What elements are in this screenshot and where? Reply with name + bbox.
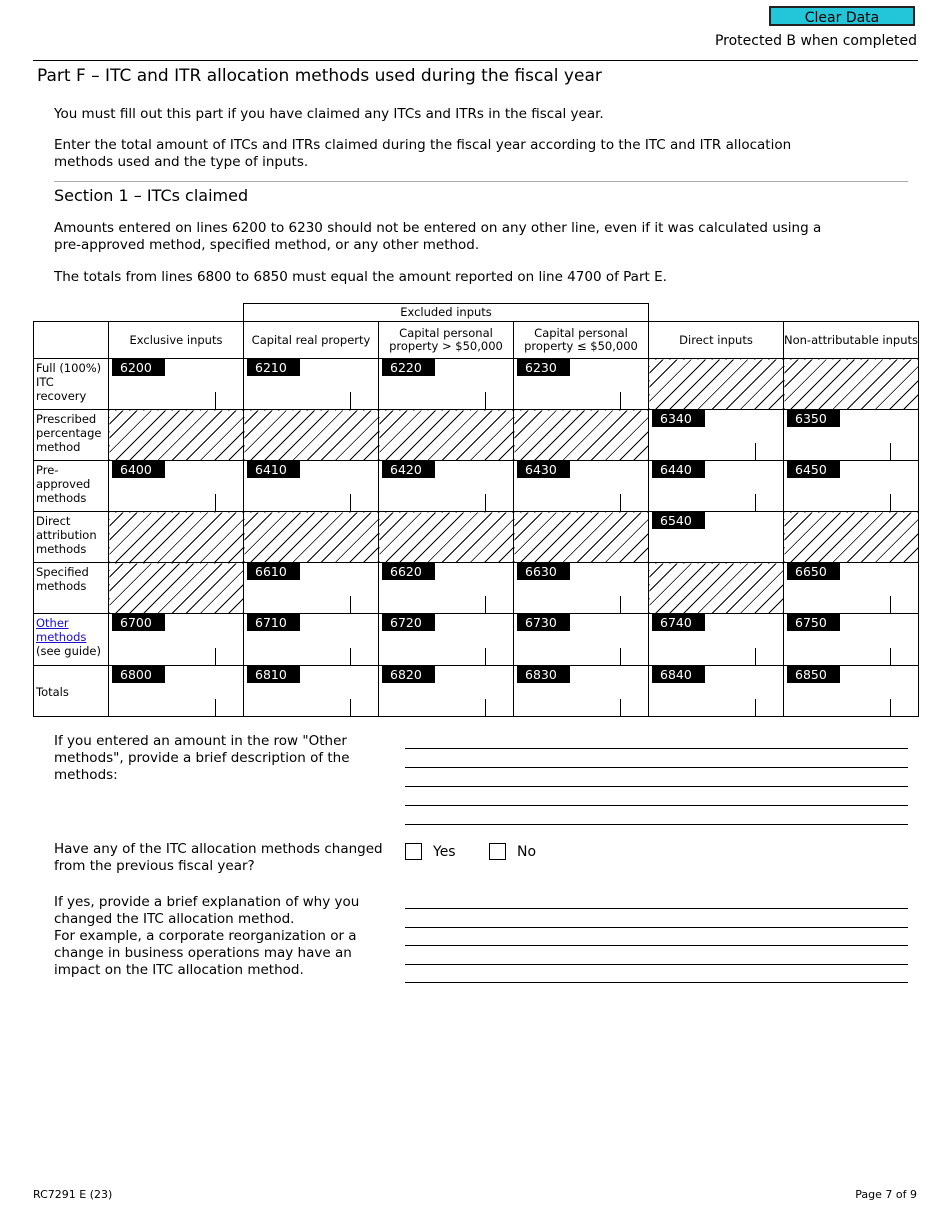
line-6340-cell bbox=[649, 410, 784, 461]
line-code-label: 6610 bbox=[247, 563, 300, 580]
cents-divider bbox=[890, 699, 891, 716]
hatched-cell bbox=[514, 410, 649, 461]
section-divider bbox=[54, 181, 908, 182]
line-6220-cell bbox=[379, 359, 514, 410]
row-label-text: Prescribed percentage method bbox=[36, 412, 102, 454]
explanation-question bbox=[54, 894, 359, 979]
cents-divider bbox=[620, 648, 621, 665]
line-6450-cell bbox=[784, 461, 919, 512]
line-6350-amount-input[interactable] bbox=[784, 427, 918, 460]
line-6710-amount-input[interactable] bbox=[244, 631, 378, 665]
line-6850-amount-input[interactable] bbox=[784, 683, 918, 716]
clear-data-button[interactable]: Clear Data bbox=[769, 6, 915, 26]
line-code-label: 6710 bbox=[247, 614, 300, 631]
hatched-cell bbox=[784, 359, 919, 410]
line-6210-amount-input[interactable] bbox=[244, 376, 378, 409]
line-code-label: 6720 bbox=[382, 614, 435, 631]
line-6210-cell bbox=[244, 359, 379, 410]
explanation-line[interactable] bbox=[405, 982, 908, 983]
section-title: Section 1 – ITCs claimed bbox=[54, 186, 249, 205]
q3-line5: impact on the ITC allocation method. bbox=[54, 962, 304, 978]
line-6410-amount-input[interactable] bbox=[244, 478, 378, 511]
yes-label: Yes bbox=[433, 844, 456, 860]
col-header-capital-personal-under-50000 bbox=[514, 322, 649, 359]
description-line[interactable] bbox=[405, 786, 908, 787]
line-6700-amount-input[interactable] bbox=[109, 631, 243, 665]
line-6440-amount-input[interactable] bbox=[649, 478, 783, 511]
hatched-cell bbox=[379, 512, 514, 563]
line-6720-cell bbox=[379, 614, 514, 666]
no-checkbox[interactable] bbox=[489, 843, 506, 860]
itc-table bbox=[33, 303, 919, 717]
row-label bbox=[34, 410, 109, 461]
q1-line3: methods: bbox=[54, 767, 118, 783]
cents-divider bbox=[485, 648, 486, 665]
line-6620-cell bbox=[379, 563, 514, 614]
intro-text-2-line2: methods used and the type of inputs. bbox=[54, 154, 309, 170]
col-header-capital-personal-over-50000 bbox=[379, 322, 514, 359]
line-code-label: 6740 bbox=[652, 614, 705, 631]
col-header-non-attributable-inputs: Non-attributable inputs bbox=[784, 322, 919, 359]
part-title: Part F – ITC and ITR allocation methods used during the fiscal year bbox=[37, 66, 602, 86]
header-blank bbox=[34, 322, 109, 359]
description-line[interactable] bbox=[405, 824, 908, 825]
cents-divider bbox=[755, 494, 756, 511]
row-label bbox=[34, 512, 109, 563]
line-6750-amount-input[interactable] bbox=[784, 631, 918, 665]
line-code-label: 6630 bbox=[517, 563, 570, 580]
line-6430-cell bbox=[514, 461, 649, 512]
line-code-label: 6350 bbox=[787, 410, 840, 427]
line-6230-amount-input[interactable] bbox=[514, 376, 648, 409]
cents-divider bbox=[890, 443, 891, 460]
q3-line2: changed the ITC allocation method. bbox=[54, 911, 295, 927]
row-label-text: Specified methods bbox=[36, 565, 89, 593]
see-guide-text: (see guide) bbox=[36, 644, 101, 658]
line-6700-cell bbox=[109, 614, 244, 666]
line-6810-amount-input[interactable] bbox=[244, 683, 378, 716]
line-6650-cell bbox=[784, 563, 919, 614]
empty-corner bbox=[784, 304, 919, 322]
row-pre-approved-methods bbox=[34, 461, 919, 512]
line-6840-amount-input[interactable] bbox=[649, 683, 783, 716]
empty-corner bbox=[109, 304, 244, 322]
cents-divider bbox=[755, 648, 756, 665]
line-6800-cell bbox=[109, 666, 244, 717]
row-direct-attribution-methods bbox=[34, 512, 919, 563]
line-code-label: 6410 bbox=[247, 461, 300, 478]
top-divider bbox=[33, 60, 918, 61]
col4-line2: property ≤ $50,000 bbox=[524, 339, 638, 353]
row-label bbox=[34, 666, 109, 717]
line-code-label: 6420 bbox=[382, 461, 435, 478]
line-6800-amount-input[interactable] bbox=[109, 683, 243, 716]
line-code-label: 6450 bbox=[787, 461, 840, 478]
line-code-label: 6820 bbox=[382, 666, 435, 683]
other-methods-link[interactable]: Other methods bbox=[36, 616, 87, 644]
cents-divider bbox=[620, 392, 621, 409]
intro-text-2-line1: Enter the total amount of ITCs and ITRs claimed during the fiscal year according to the ITC and ITR allocation bbox=[54, 137, 792, 153]
cents-divider bbox=[350, 699, 351, 716]
row-label bbox=[34, 563, 109, 614]
line-6610-cell bbox=[244, 563, 379, 614]
col3-line2: property > $50,000 bbox=[389, 339, 503, 353]
section-note-1-line1: Amounts entered on lines 6200 to 6230 should not be entered on any other line, even if it was calculated using a bbox=[54, 220, 822, 236]
line-6750-cell bbox=[784, 614, 919, 666]
line-6430-amount-input[interactable] bbox=[514, 478, 648, 511]
line-6450-amount-input[interactable] bbox=[784, 478, 918, 511]
intro-text-2 bbox=[54, 137, 791, 171]
cents-divider bbox=[620, 699, 621, 716]
line-code-label: 6800 bbox=[112, 666, 165, 683]
cents-divider bbox=[350, 392, 351, 409]
line-6540-cell bbox=[649, 512, 784, 563]
cents-divider bbox=[755, 443, 756, 460]
cents-divider bbox=[890, 494, 891, 511]
cents-divider bbox=[485, 494, 486, 511]
line-6220-amount-input[interactable] bbox=[379, 376, 513, 409]
cents-divider bbox=[215, 392, 216, 409]
line-6440-cell bbox=[649, 461, 784, 512]
line-code-label: 6810 bbox=[247, 666, 300, 683]
cents-divider bbox=[890, 648, 891, 665]
line-code-label: 6220 bbox=[382, 359, 435, 376]
hatched-cell bbox=[379, 410, 514, 461]
explanation-line[interactable] bbox=[405, 927, 908, 928]
line-code-label: 6440 bbox=[652, 461, 705, 478]
line-6230-cell bbox=[514, 359, 649, 410]
col-header-capital-real-property: Capital real property bbox=[244, 322, 379, 359]
explanation-line[interactable] bbox=[405, 964, 908, 965]
line-6410-cell bbox=[244, 461, 379, 512]
form-id: RC7291 E (23) bbox=[33, 1188, 113, 1201]
cents-divider bbox=[350, 596, 351, 613]
line-code-label: 6540 bbox=[652, 512, 705, 529]
row-other-methods bbox=[34, 614, 919, 666]
line-code-label: 6650 bbox=[787, 563, 840, 580]
cents-divider bbox=[485, 392, 486, 409]
q3-line3: For example, a corporate reorganization or a bbox=[54, 928, 357, 944]
line-6610-amount-input[interactable] bbox=[244, 580, 378, 613]
q2-line1: Have any of the ITC allocation methods changed bbox=[54, 841, 383, 857]
line-code-label: 6200 bbox=[112, 359, 165, 376]
hatched-cell bbox=[649, 563, 784, 614]
cents-divider bbox=[755, 699, 756, 716]
excluded-inputs-header: Excluded inputs bbox=[244, 304, 649, 322]
col3-line1: Capital personal bbox=[399, 326, 493, 340]
q1-line1: If you entered an amount in the row "Other bbox=[54, 733, 347, 749]
row-label bbox=[34, 614, 109, 666]
hatched-cell bbox=[109, 512, 244, 563]
explanation-line[interactable] bbox=[405, 908, 908, 909]
line-6820-amount-input[interactable] bbox=[379, 683, 513, 716]
q2-line2: from the previous fiscal year? bbox=[54, 858, 255, 874]
line-code-label: 6750 bbox=[787, 614, 840, 631]
line-6840-cell bbox=[649, 666, 784, 717]
col4-line1: Capital personal bbox=[534, 326, 628, 340]
line-6420-cell bbox=[379, 461, 514, 512]
row-prescribed-percentage-method bbox=[34, 410, 919, 461]
line-6400-cell bbox=[109, 461, 244, 512]
line-6350-cell bbox=[784, 410, 919, 461]
row-label-text: Direct attribution methods bbox=[36, 514, 97, 556]
line-6650-amount-input[interactable] bbox=[784, 580, 918, 613]
row-label-text: Totals bbox=[36, 685, 69, 699]
cents-divider bbox=[485, 699, 486, 716]
section-note-1 bbox=[54, 220, 821, 254]
line-6830-amount-input[interactable] bbox=[514, 683, 648, 716]
protected-label: Protected B when completed bbox=[714, 33, 917, 49]
line-6850-cell bbox=[784, 666, 919, 717]
col-header-direct-inputs: Direct inputs bbox=[649, 322, 784, 359]
line-code-label: 6400 bbox=[112, 461, 165, 478]
cents-divider bbox=[485, 596, 486, 613]
line-6810-cell bbox=[244, 666, 379, 717]
line-6340-amount-input[interactable] bbox=[649, 427, 783, 460]
hatched-cell bbox=[244, 410, 379, 461]
hatched-cell bbox=[514, 512, 649, 563]
line-code-label: 6840 bbox=[652, 666, 705, 683]
row-label bbox=[34, 461, 109, 512]
yes-checkbox[interactable] bbox=[405, 843, 422, 860]
hatched-cell bbox=[649, 359, 784, 410]
line-6710-cell bbox=[244, 614, 379, 666]
line-6720-amount-input[interactable] bbox=[379, 631, 513, 665]
cents-divider bbox=[215, 648, 216, 665]
section-note-1-line2: pre-approved method, specified method, or any other method. bbox=[54, 237, 480, 253]
line-code-label: 6730 bbox=[517, 614, 570, 631]
line-6630-cell bbox=[514, 563, 649, 614]
line-6630-amount-input[interactable] bbox=[514, 580, 648, 613]
other-methods-question bbox=[54, 733, 350, 784]
q1-line2: methods", provide a brief description of the bbox=[54, 750, 350, 766]
line-6820-cell bbox=[379, 666, 514, 717]
row-specified-methods bbox=[34, 563, 919, 614]
line-6400-amount-input[interactable] bbox=[109, 478, 243, 511]
cents-divider bbox=[215, 494, 216, 511]
line-6730-cell bbox=[514, 614, 649, 666]
line-code-label: 6430 bbox=[517, 461, 570, 478]
row-totals bbox=[34, 666, 919, 717]
line-6730-amount-input[interactable] bbox=[514, 631, 648, 665]
line-code-label: 6340 bbox=[652, 410, 705, 427]
cents-divider bbox=[620, 494, 621, 511]
row-label-text: Full (100%) ITC recovery bbox=[36, 361, 102, 403]
cents-divider bbox=[620, 596, 621, 613]
line-code-label: 6700 bbox=[112, 614, 165, 631]
empty-corner bbox=[649, 304, 784, 322]
line-6740-amount-input[interactable] bbox=[649, 631, 783, 665]
cents-divider bbox=[215, 699, 216, 716]
line-6200-cell bbox=[109, 359, 244, 410]
hatched-cell bbox=[244, 512, 379, 563]
page-number: Page 7 of 9 bbox=[855, 1188, 917, 1201]
line-code-label: 6830 bbox=[517, 666, 570, 683]
cents-divider bbox=[350, 648, 351, 665]
empty-corner bbox=[34, 304, 109, 322]
line-6200-amount-input[interactable] bbox=[109, 376, 243, 409]
col-header-exclusive-inputs: Exclusive inputs bbox=[109, 322, 244, 359]
q3-line4: change in business operations may have an bbox=[54, 945, 352, 961]
q3-line1: If yes, provide a brief explanation of why you bbox=[54, 894, 360, 910]
description-line[interactable] bbox=[405, 805, 908, 806]
no-label: No bbox=[517, 844, 537, 860]
line-code-label: 6210 bbox=[247, 359, 300, 376]
hatched-cell bbox=[109, 563, 244, 614]
line-6830-cell bbox=[514, 666, 649, 717]
row-label-text: Pre-approved methods bbox=[36, 463, 91, 505]
intro-text-1: You must fill out this part if you have claimed any ITCs and ITRs in the fiscal year. bbox=[54, 106, 604, 122]
methods-changed-question bbox=[54, 841, 383, 875]
line-code-label: 6620 bbox=[382, 563, 435, 580]
row-label bbox=[34, 359, 109, 410]
line-6740-cell bbox=[649, 614, 784, 666]
description-line[interactable] bbox=[405, 767, 908, 768]
hatched-cell bbox=[784, 512, 919, 563]
row-full-itc-recovery bbox=[34, 359, 919, 410]
line-6540-amount-input[interactable] bbox=[649, 529, 783, 562]
explanation-line[interactable] bbox=[405, 945, 908, 946]
line-code-label: 6850 bbox=[787, 666, 840, 683]
description-line[interactable] bbox=[405, 748, 908, 749]
section-note-2: The totals from lines 6800 to 6850 must equal the amount reported on line 4700 of Part E. bbox=[54, 269, 667, 285]
line-6620-amount-input[interactable] bbox=[379, 580, 513, 613]
line-code-label: 6230 bbox=[517, 359, 570, 376]
cents-divider bbox=[350, 494, 351, 511]
line-6420-amount-input[interactable] bbox=[379, 478, 513, 511]
cents-divider bbox=[890, 596, 891, 613]
hatched-cell bbox=[109, 410, 244, 461]
